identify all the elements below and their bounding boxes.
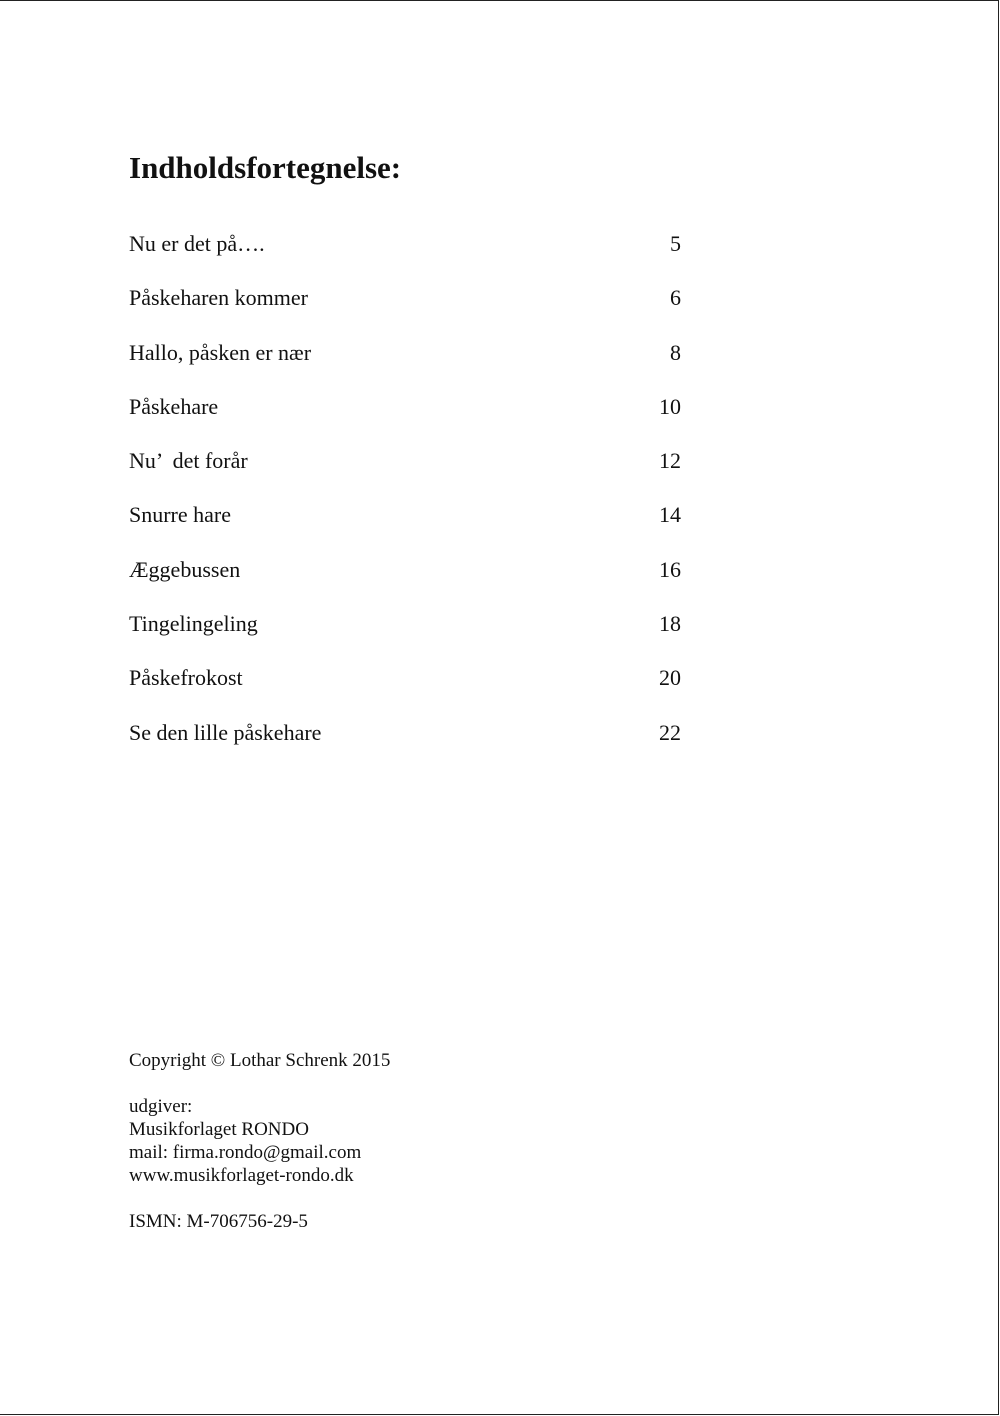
toc-entry-title: Påskeharen kommer — [129, 285, 308, 311]
toc-entry — [129, 336, 681, 390]
toc-entry — [129, 444, 681, 498]
page-title: Indholdsfortegnelse: — [129, 150, 402, 185]
toc-entry — [129, 227, 681, 281]
toc-entry — [129, 553, 681, 607]
copyright-notice: Copyright © Lothar Schrenk 2015 — [129, 1050, 391, 1071]
toc-entry-title: Hallo, påsken er nær — [129, 339, 312, 365]
toc-entry — [129, 607, 681, 661]
table-of-contents — [129, 227, 681, 770]
toc-entry-page: 6 — [670, 285, 681, 311]
spacer — [129, 1072, 390, 1095]
toc-entry-title: Påskefrokost — [129, 665, 243, 691]
toc-entry-page: 12 — [659, 448, 681, 474]
toc-entry-page: 20 — [659, 665, 681, 691]
toc-entry — [129, 716, 681, 770]
toc-entry-page: 22 — [659, 719, 681, 745]
publisher-mail: mail: firma.rondo@gmail.com — [129, 1142, 362, 1163]
toc-entry-page: 16 — [659, 556, 681, 582]
spacer — [129, 1187, 390, 1210]
toc-entry-page: 10 — [659, 393, 681, 419]
toc-entry-title: Æggebussen — [129, 556, 241, 582]
toc-entry-page: 8 — [670, 339, 681, 365]
toc-entry-page: 14 — [659, 502, 681, 528]
toc-entry — [129, 661, 681, 715]
toc-entry-page: 5 — [670, 231, 681, 256]
toc-entry-title: Nu’ det forår — [129, 448, 248, 474]
toc-entry-title: Se den lille påskehare — [129, 719, 322, 745]
publisher-website: www.musikforlaget-rondo.dk — [129, 1165, 354, 1186]
toc-entry-title: Tingelingeling — [129, 611, 258, 637]
toc-entry-page: 18 — [659, 611, 681, 637]
ismn-number: ISMN: M-706756-29-5 — [129, 1211, 308, 1232]
toc-entry-title: Nu er det på…. — [129, 231, 265, 256]
toc-entry — [129, 281, 681, 335]
toc-entry-title: Påskehare — [129, 393, 219, 419]
publication-info — [129, 1049, 390, 1233]
toc-entry-title: Snurre hare — [129, 502, 232, 528]
toc-entry — [129, 390, 681, 444]
publisher-label: udgiver: — [129, 1096, 193, 1117]
publisher-name: Musikforlaget RONDO — [129, 1119, 309, 1140]
toc-entry — [129, 498, 681, 552]
